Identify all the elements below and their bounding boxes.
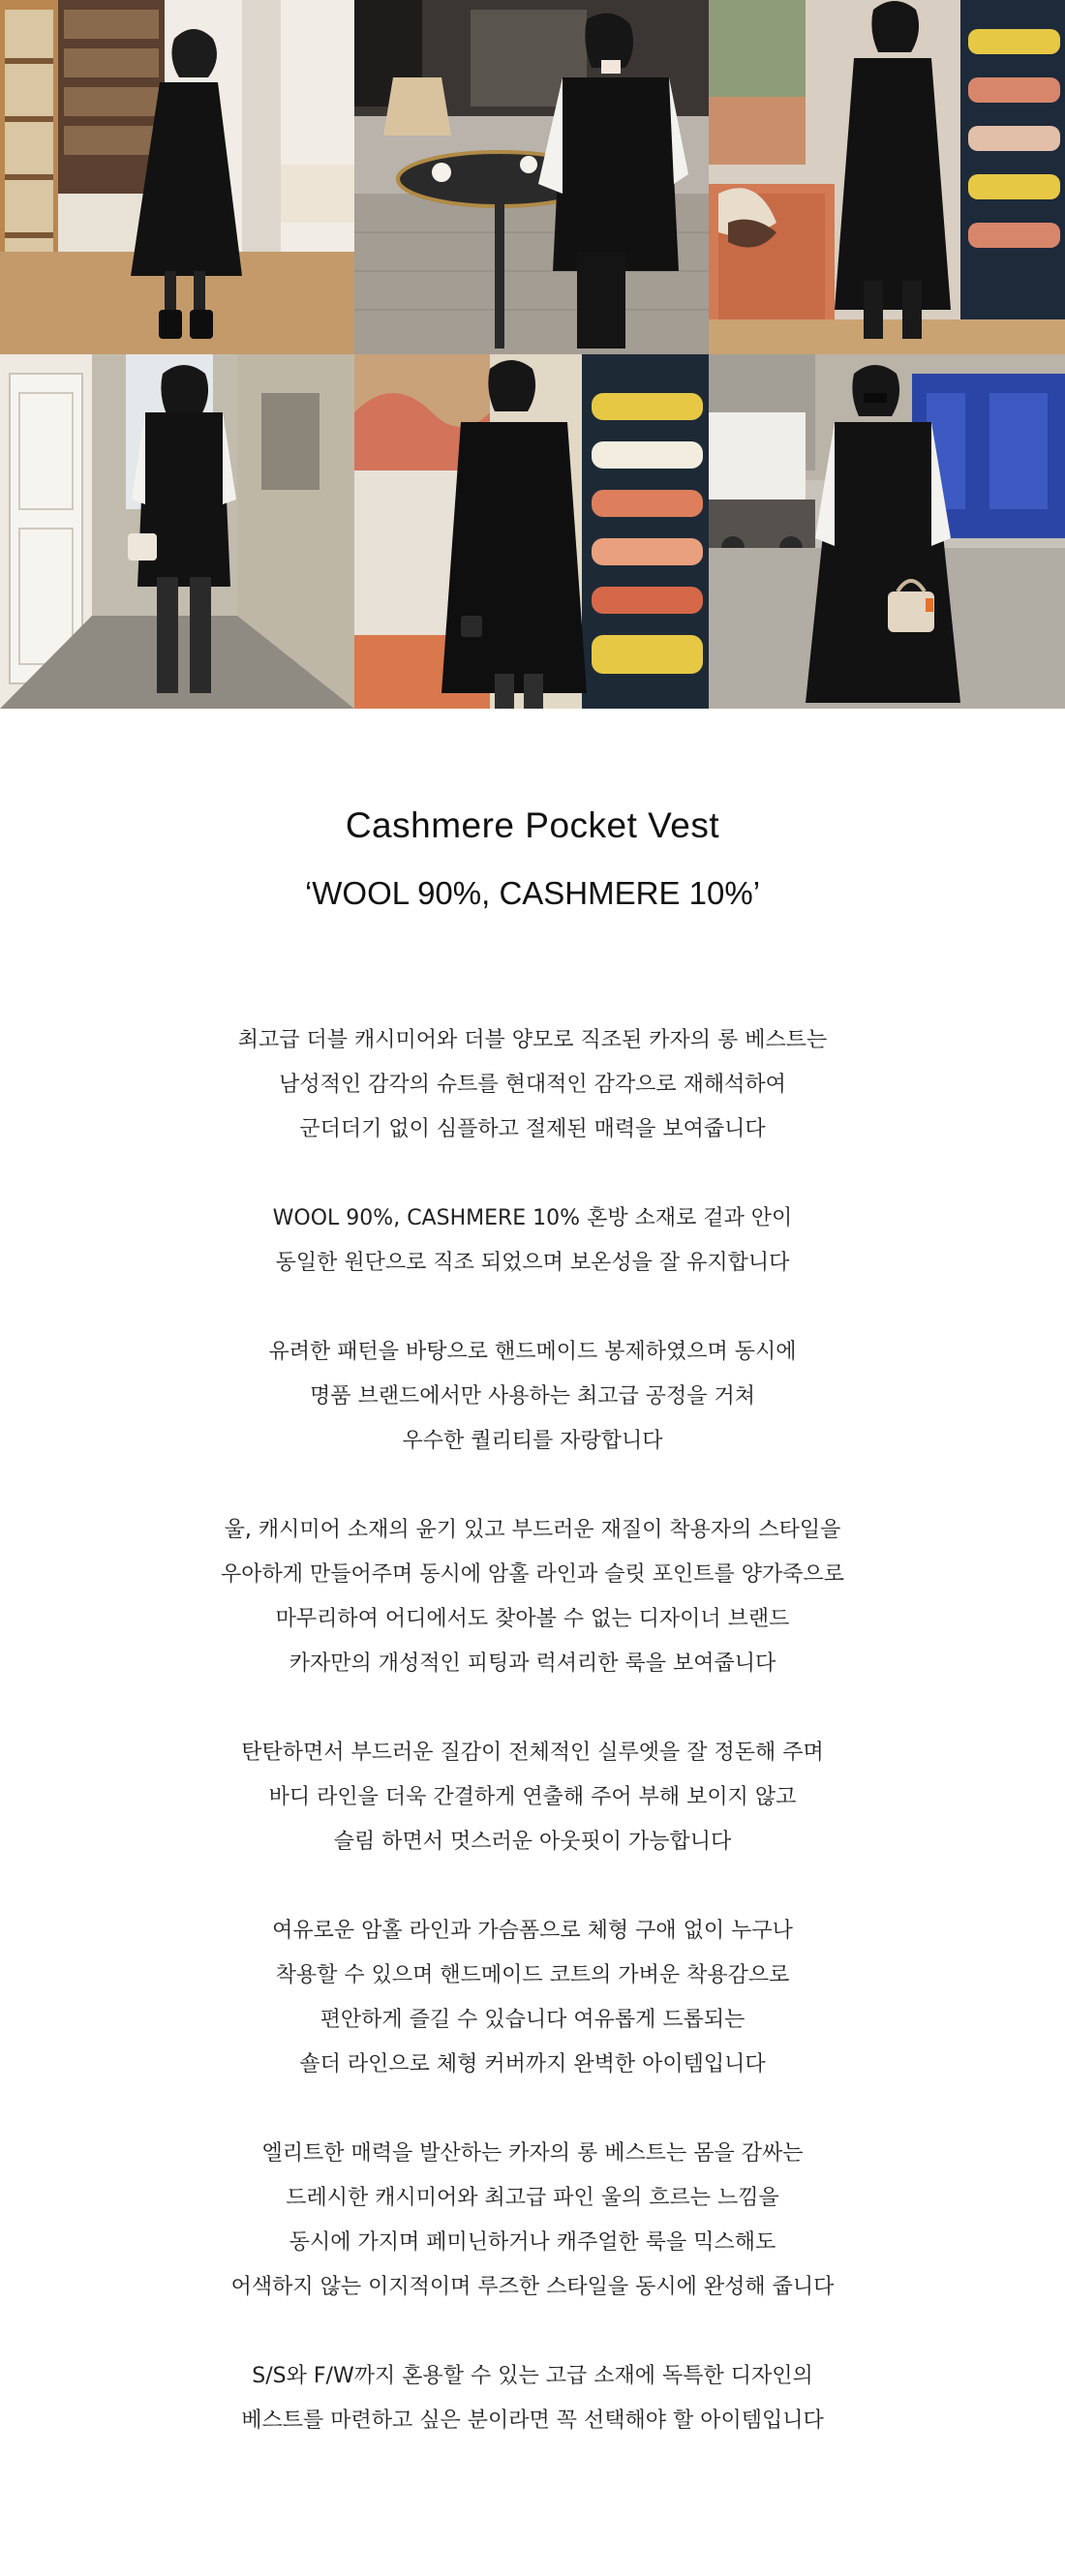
description-paragraph [0, 1330, 1065, 1464]
photo-grid [0, 0, 1065, 709]
description-line: 착용할 수 있으며 핸드메이드 코트의 가벼운 착용감으로 [275, 1963, 790, 1987]
description-line: 울, 캐시미어 소재의 윤기 있고 부드러운 재질이 착용자의 스타일을 [224, 1518, 841, 1542]
description-line: 남성적인 감각의 슈트를 현대적인 감각으로 재해석하여 [279, 1073, 786, 1097]
description-line: 슬림 하면서 멋스러운 아웃핏이 가능합니다 [333, 1830, 732, 1854]
description-line: 우수한 퀄리티를 자랑합니다 [402, 1429, 663, 1453]
knit-shelf-photo [354, 354, 709, 709]
description-line: 명품 브랜드에서만 사용하는 최고급 공정을 거쳐 [309, 1384, 755, 1409]
description-paragraph [0, 1508, 1065, 1686]
description-line: 최고급 더블 캐시미어와 더블 양모로 직조된 카자의 롱 베스트는 [237, 1028, 828, 1052]
description-line: 우아하게 만들어주며 동시에 암홀 라인과 슬릿 포인트를 양가죽으로 [220, 1562, 844, 1587]
description-line: 카자만의 개성적인 피팅과 럭셔리한 룩을 보여줍니다 [289, 1652, 776, 1676]
description-line: 바디 라인을 더욱 간결하게 연출해 주어 부해 보이지 않고 [268, 1785, 797, 1809]
description-paragraph [0, 1197, 1065, 1286]
description-line: 동시에 가지며 페미닌하거나 캐주얼한 룩을 믹스해도 [289, 2230, 776, 2255]
description-paragraph [0, 2354, 1065, 2443]
shop-shelf-photo [709, 0, 1065, 354]
description-paragraph [0, 1909, 1065, 2087]
description-paragraph [0, 1731, 1065, 1864]
bookstore-photo [0, 0, 354, 354]
description-line: 숄더 라인으로 체형 커버까지 완벽한 아이템입니다 [299, 2052, 766, 2076]
material-composition: ‘WOOL 90%, CASHMERE 10%’ [304, 875, 761, 911]
description-paragraph [0, 2132, 1065, 2310]
description-line: 어색하지 않는 이지적이며 루즈한 스타일을 동시에 완성해 줍니다 [230, 2275, 835, 2299]
description-line: 엘리트한 매력을 발산하는 카자의 롱 베스트는 몸을 감싸는 [261, 2141, 804, 2166]
description-paragraph [0, 1018, 1065, 1152]
alley-photo [0, 354, 354, 709]
description-line: 베스트를 마련하고 싶은 분이라면 꼭 선택해야 할 아이템입니다 [241, 2409, 824, 2433]
description-line: 군더더기 없이 심플하고 절제된 매력을 보여줍니다 [299, 1117, 766, 1141]
product-header [0, 709, 1065, 912]
description-line: 여유로운 암홀 라인과 가슴폼으로 체형 구애 없이 누구나 [272, 1919, 793, 1943]
product-title: Cashmere Pocket Vest [345, 805, 720, 845]
description-line: 편안하게 즐길 수 있습니다 여유롭게 드롭되는 [320, 2008, 746, 2032]
description-line: 동일한 원단으로 직조 되었으며 보온성을 잘 유지합니다 [275, 1251, 790, 1275]
description-line: WOOL 90%, CASHMERE 10% 혼방 소재로 겉과 안이 [272, 1206, 793, 1230]
street-photo [709, 354, 1065, 709]
product-description [0, 1018, 1065, 2443]
description-line: S/S와 F/W까지 혼용할 수 있는 고급 소재에 독특한 디자인의 [252, 2364, 813, 2388]
description-line: 마무리하여 어디에서도 찾아볼 수 없는 디자이너 브랜드 [275, 1607, 790, 1631]
description-line: 드레시한 캐시미어와 최고급 파인 울의 흐르는 느낌을 [286, 2186, 779, 2210]
description-line: 탄탄하면서 부드러운 질감이 전체적인 실루엣을 잘 정돈해 주며 [241, 1741, 824, 1765]
cafe-photo [354, 0, 709, 354]
description-line: 유려한 패턴을 바탕으로 핸드메이드 봉제하였으며 동시에 [268, 1340, 797, 1364]
